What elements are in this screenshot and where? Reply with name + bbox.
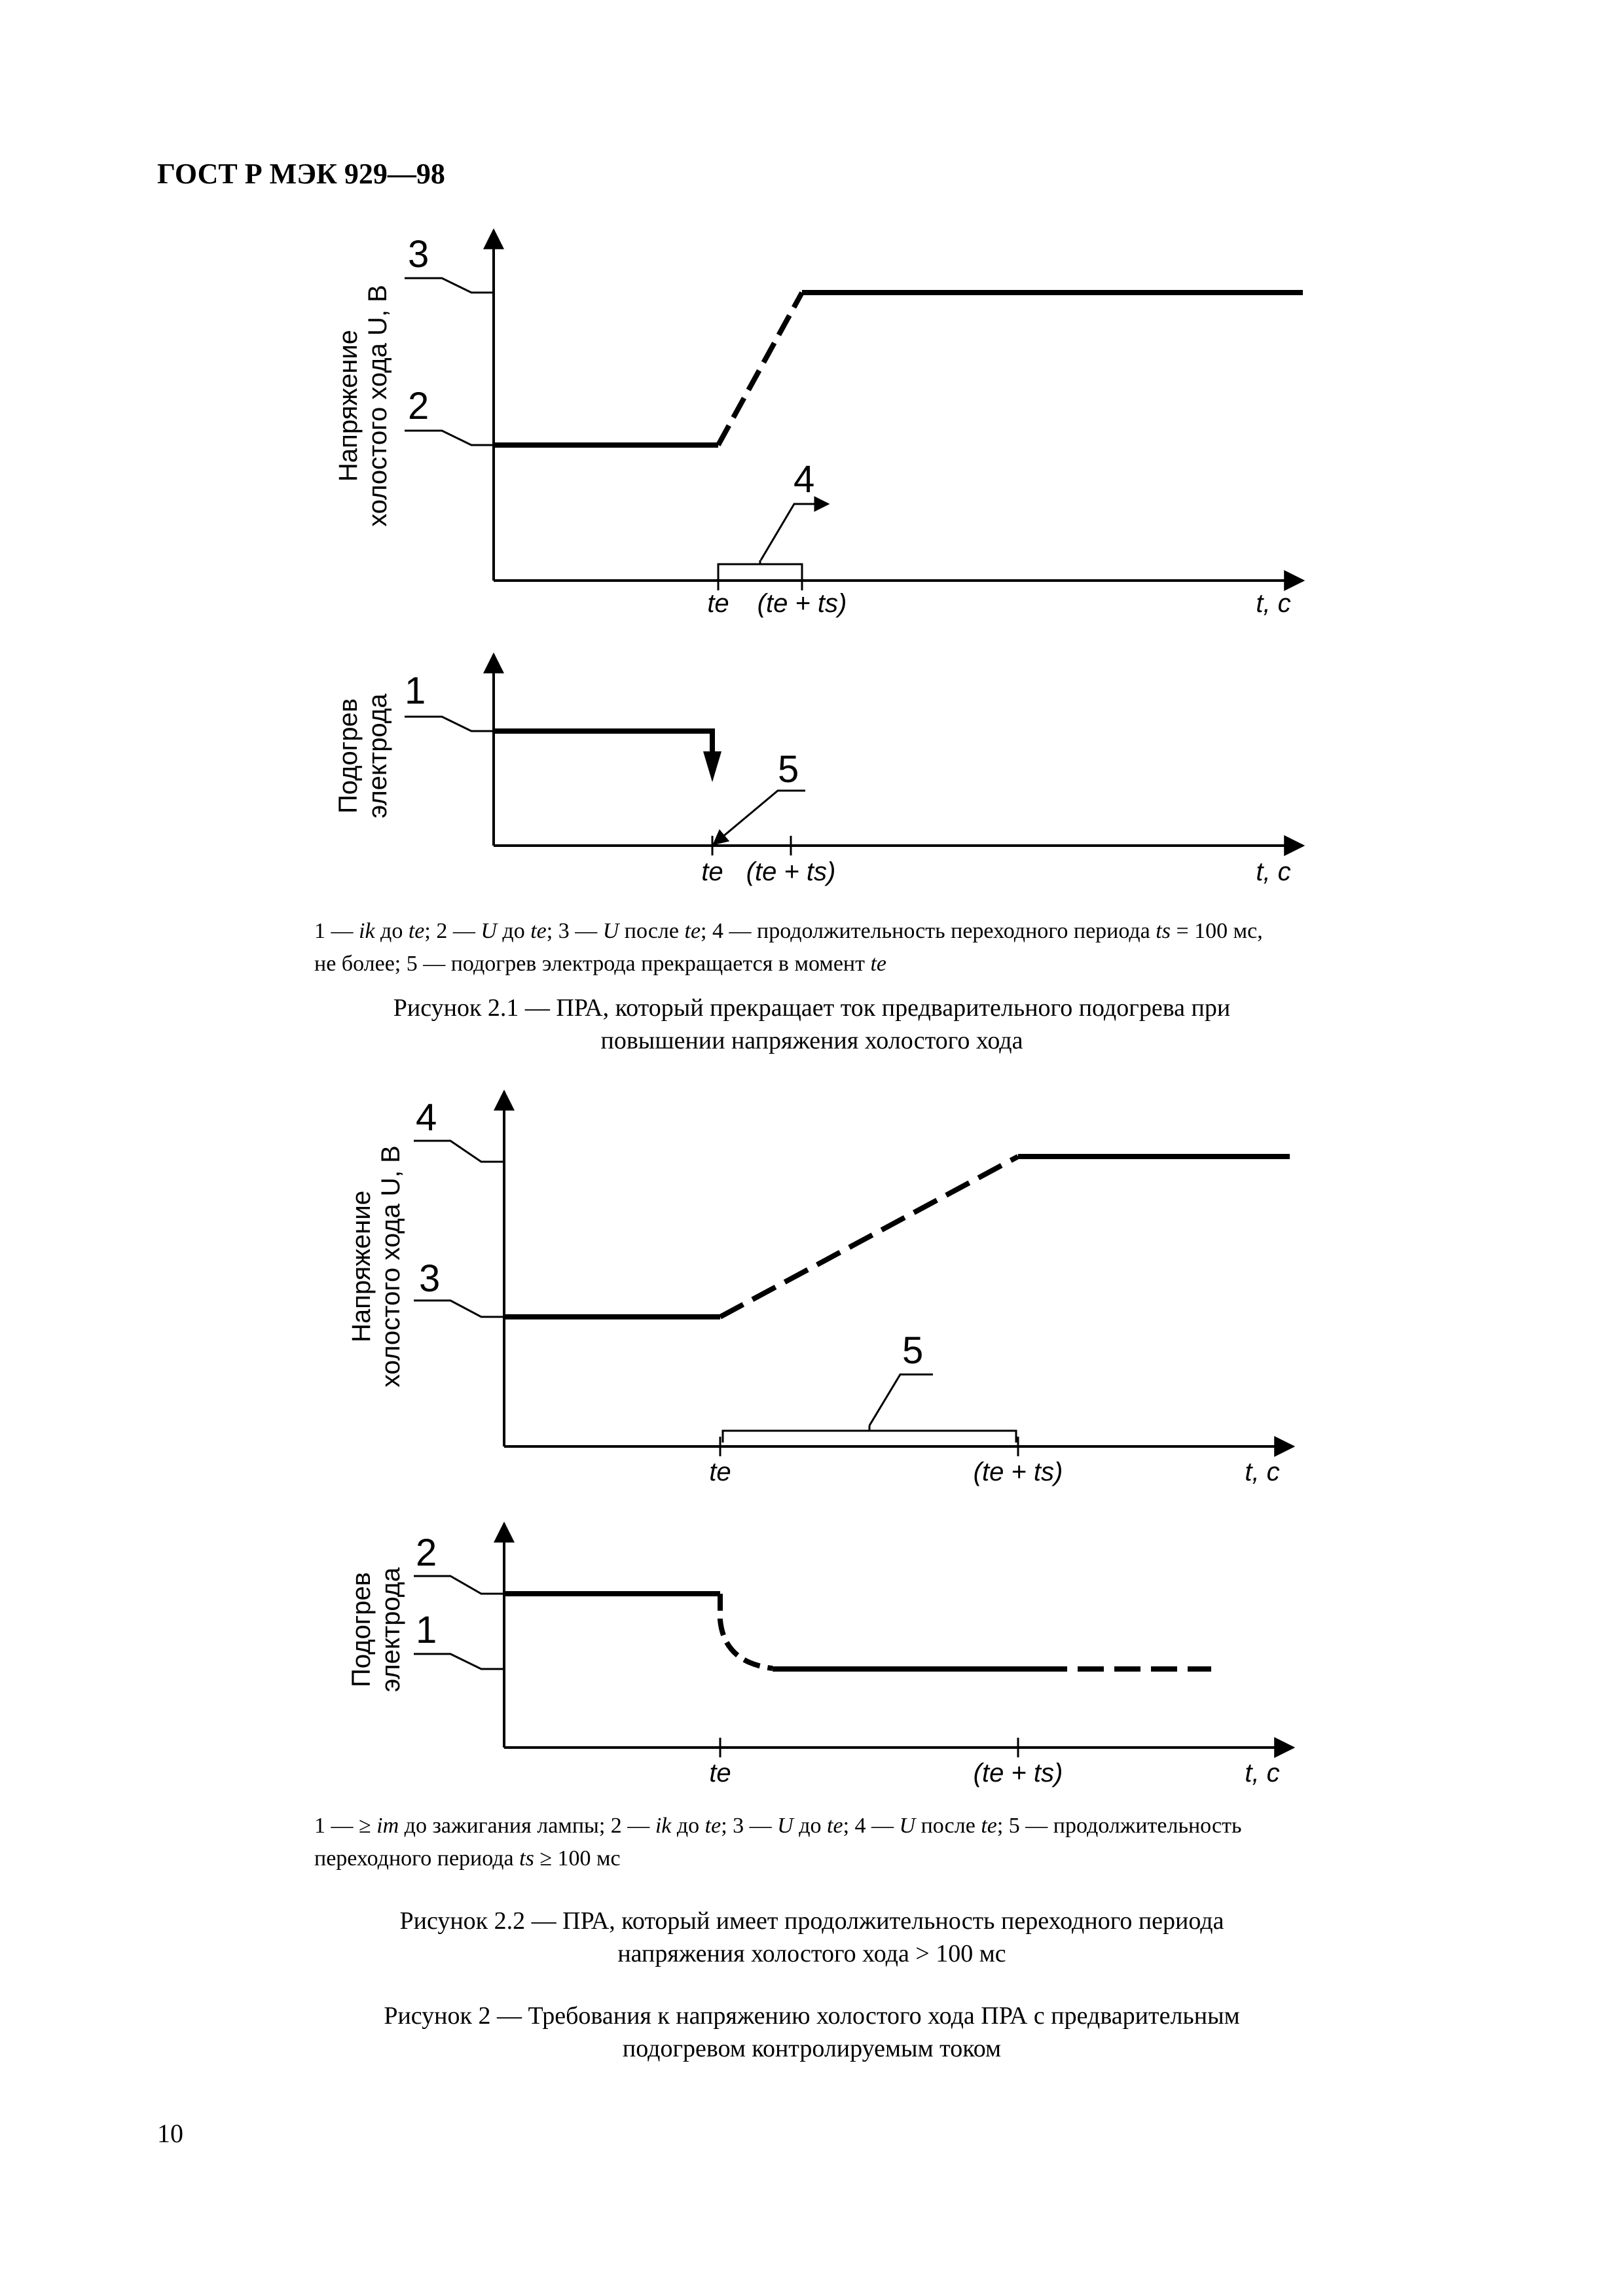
figure-2-1-caption-line1: Рисунок 2.1 — ПРА, который прекращает ток предварительного подогрева при	[393, 994, 1231, 1022]
fig21-bottom-drop-arrowhead	[703, 751, 721, 782]
legend-symbol: te	[408, 919, 425, 943]
legend-text: ; 3 —	[721, 1814, 778, 1838]
legend-text: до	[374, 919, 409, 943]
legend-symbol: ik	[655, 1814, 672, 1838]
legend-text: ; 5 — продолжительность	[996, 1814, 1242, 1838]
fig21-top-callout-2-leader	[405, 431, 492, 445]
legend-text: переходного периода	[314, 1846, 520, 1871]
fig21-top-chart	[334, 230, 1303, 618]
legend-text: после	[619, 919, 685, 943]
figure-2-2-legend-line1	[314, 1810, 1349, 1842]
legend-text: до	[496, 919, 531, 943]
fig21-bottom-tick-te-ts: (te + ts)	[746, 857, 836, 886]
legend-text: ≥ 100 мс	[534, 1846, 621, 1871]
fig22-top-xlabel: t, с	[1245, 1458, 1280, 1486]
document-header: ГОСТ Р МЭК 929—98	[157, 158, 445, 190]
fig22-top-callout-3-leader	[414, 1300, 503, 1317]
figure-2-1-legend-line1	[314, 915, 1336, 948]
legend-text: ; 4 —	[843, 1814, 900, 1838]
fig21-bottom-tick-te: te	[701, 857, 723, 886]
legend-text: после	[915, 1814, 981, 1838]
fig21-top-callout-4-leader	[761, 504, 828, 560]
legend-symbol: im	[376, 1814, 399, 1838]
fig22-bottom-tick-te-ts: (te + ts)	[973, 1759, 1063, 1787]
figure-2-1-legend	[314, 915, 1336, 980]
legend-text: до	[793, 1814, 828, 1838]
legend-symbol: te	[981, 1814, 997, 1838]
fig22-bottom-ylabel-line1: Подогрев	[347, 1571, 376, 1688]
legend-symbol: te	[870, 952, 887, 976]
fig22-bottom-chart	[347, 1524, 1293, 1787]
legend-symbol: te	[530, 919, 547, 943]
legend-symbol: ts	[1156, 919, 1171, 943]
legend-symbol: te	[827, 1814, 843, 1838]
legend-symbol: U	[777, 1814, 793, 1838]
fig22-bottom-callout-1-leader	[414, 1654, 503, 1669]
figure-2-caption-line1: Рисунок 2 — Требования к напряжению холостого хода ПРА с предварительным	[384, 2002, 1240, 2030]
fig22-bottom-callout-2-text: 2	[416, 1532, 437, 1574]
fig21-top-ylabel-line2: холостого хода U, В	[363, 285, 392, 527]
fig22-top-callout-4-text: 4	[416, 1096, 437, 1139]
legend-symbol: U	[602, 919, 619, 943]
fig21-top-callout-3-leader	[405, 278, 492, 293]
figure-2-1-caption	[131, 992, 1493, 1057]
figure-2-1-legend-line2	[314, 948, 1336, 980]
figure-2-2-caption	[131, 1905, 1493, 1970]
figure-2-caption-line2: подогревом контролируемым током	[622, 2035, 1002, 2062]
fig22-top-tick-te-ts: (te + ts)	[973, 1458, 1063, 1486]
fig21-top-tick-te-ts: (te + ts)	[757, 589, 847, 618]
legend-text: до зажигания лампы; 2 —	[399, 1814, 655, 1838]
legend-symbol: ts	[519, 1846, 534, 1871]
legend-symbol: te	[684, 919, 701, 943]
fig21-top-tick-te: te	[707, 589, 729, 618]
fig21-bottom-ylabel-line2: электрода	[363, 693, 392, 819]
fig21-top-callout-3-text: 3	[408, 233, 429, 276]
fig21-bottom-callout-1-leader	[405, 717, 492, 731]
figure-2-caption	[131, 2000, 1493, 2065]
figure-2-2-caption-line2: напряжения холостого хода > 100 мс	[617, 1940, 1006, 1967]
fig22-bottom-callout-2-leader	[414, 1576, 503, 1594]
fig22-top-callout-5-text: 5	[902, 1329, 924, 1372]
fig21-bottom-ylabel-line1: Подогрев	[334, 698, 363, 814]
fig22-top-brace-5	[723, 1426, 1016, 1443]
fig21-top-xlabel: t, с	[1256, 589, 1291, 618]
legend-text: = 100 мс,	[1170, 919, 1263, 943]
legend-symbol: te	[704, 1814, 721, 1838]
figure-2-1-caption-line2: повышении напряжения холостого хода	[600, 1027, 1023, 1054]
fig21-top-transition-dashed	[718, 293, 802, 445]
legend-text: 1 —	[314, 919, 359, 943]
fig22-bottom-callout-1-text: 1	[416, 1609, 437, 1651]
fig21-top-callout-2-text: 2	[408, 385, 429, 427]
legend-symbol: U	[899, 1814, 916, 1838]
legend-text: 1 — ≥	[314, 1814, 377, 1838]
figure-2-2-legend-line2	[314, 1842, 1349, 1875]
fig22-top-ylabel-line1: Напряжение	[347, 1191, 376, 1342]
figure-2-2-caption-line1: Рисунок 2.2 — ПРА, который имеет продолжительность переходного периода	[399, 1907, 1224, 1935]
fig21-bottom-chart	[334, 655, 1303, 886]
fig22-top-tick-te: te	[709, 1458, 731, 1486]
figure-2-2-legend	[314, 1810, 1349, 1875]
legend-text: до	[671, 1814, 705, 1838]
legend-text: ; 4 — продолжительность переходного периода	[701, 919, 1156, 943]
fig22-bottom-tick-te: te	[709, 1759, 731, 1787]
fig21-top-callout-4-text: 4	[793, 458, 815, 501]
fig22-top-ylabel-line2: холостого хода U, В	[376, 1145, 405, 1388]
fig22-top-chart	[347, 1092, 1293, 1486]
fig21-bottom-callout-1-text: 1	[405, 670, 426, 712]
legend-symbol: U	[481, 919, 497, 943]
legend-text: не более; 5 — подогрев электрода прекращается в момент	[314, 952, 871, 976]
fig21-bottom-xlabel: t, с	[1256, 857, 1291, 886]
fig21-bottom-callout-5-text: 5	[778, 748, 799, 791]
fig21-top-ylabel-line1: Напряжение	[334, 330, 363, 482]
fig22-bottom-decay-dashed	[720, 1594, 773, 1668]
page-number: 10	[157, 2119, 183, 2148]
fig21-top-brace-4	[718, 560, 802, 576]
fig22-bottom-ylabel-line2: электрода	[376, 1567, 405, 1693]
fig22-top-transition-dashed	[720, 1157, 1018, 1317]
legend-symbol: ik	[359, 919, 375, 943]
fig22-top-callout-3-text: 3	[419, 1257, 441, 1300]
fig22-bottom-xlabel: t, с	[1245, 1759, 1280, 1787]
legend-text: ; 2 —	[424, 919, 481, 943]
fig22-top-callout-5-leader	[869, 1374, 933, 1426]
fig22-top-callout-4-leader	[414, 1141, 503, 1162]
legend-text: ; 3 —	[546, 919, 603, 943]
